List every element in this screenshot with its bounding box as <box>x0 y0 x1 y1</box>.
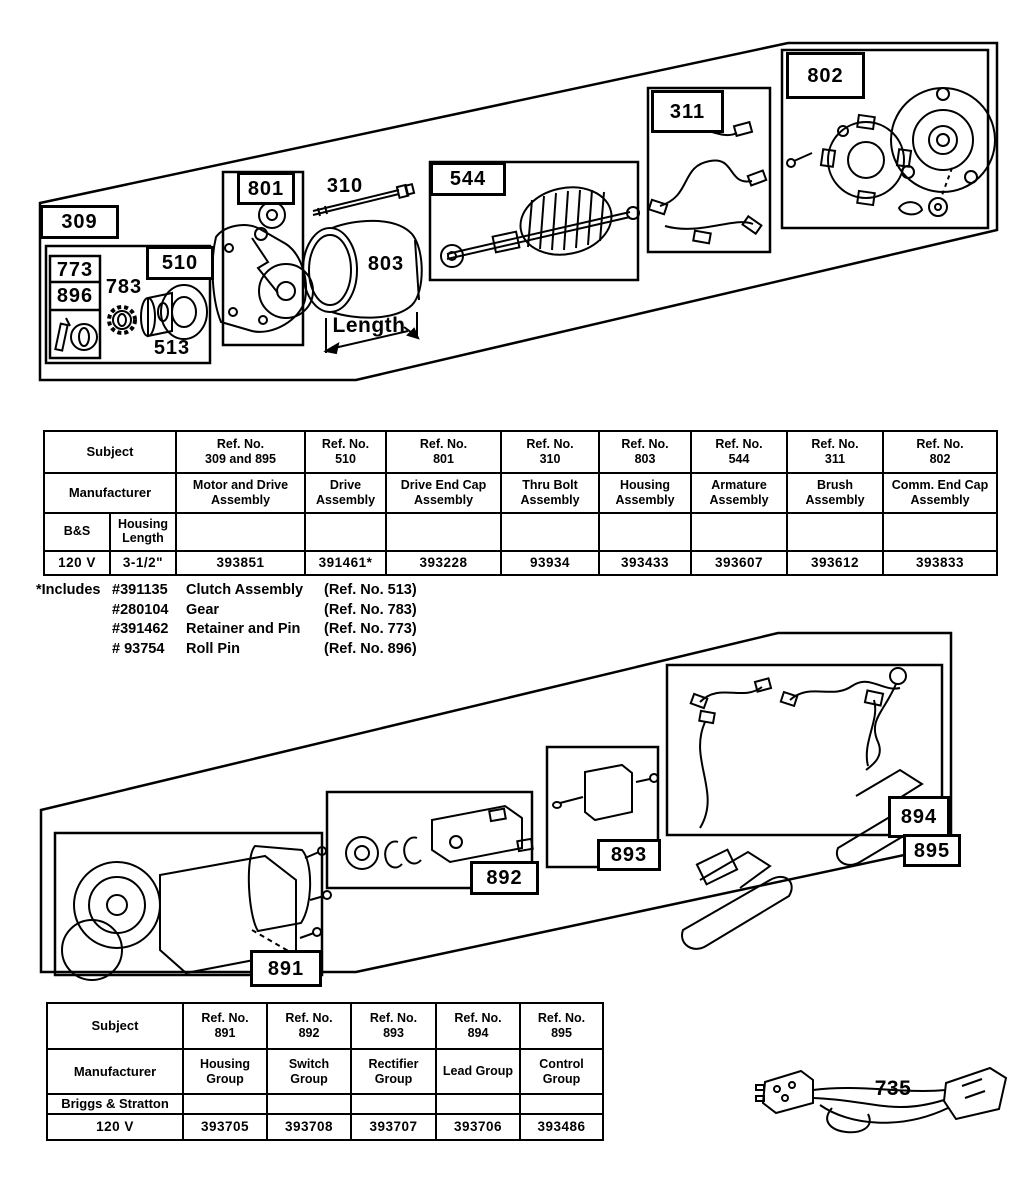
part-name-cell: Armature Assembly <box>692 472 786 512</box>
footnote-ref: (Ref. No. 773) <box>324 621 417 638</box>
part-name-cell: Rectifier Group <box>352 1048 435 1093</box>
callout-544: 544 <box>430 162 506 196</box>
footnote-part-name: Clutch Assembly <box>186 582 304 598</box>
table-column <box>500 432 598 574</box>
empty-cell <box>884 512 996 550</box>
part-number-cell: 393708 <box>268 1113 350 1139</box>
callout-893: 893 <box>597 839 661 871</box>
group-parts-table <box>46 1002 604 1141</box>
part-number-cell: 393228 <box>387 550 500 574</box>
callout-801: 801 <box>237 172 295 205</box>
includes-footnote <box>36 581 417 660</box>
footnote-line <box>36 601 417 621</box>
table-column <box>175 432 304 574</box>
subject-header: Subject <box>86 444 134 460</box>
part-name-cell: Lead Group <box>437 1048 519 1093</box>
callout-513: 513 <box>153 337 191 359</box>
roll-pin-drawing <box>55 318 70 351</box>
ref-no-label: Ref. No. <box>454 1011 502 1025</box>
subject-header: Subject <box>91 1018 139 1034</box>
footnote-line <box>36 581 417 601</box>
empty-cell <box>184 1093 266 1113</box>
ref-no-label: Ref. No. <box>811 437 859 451</box>
table-column <box>435 1004 519 1139</box>
empty-cell <box>692 512 786 550</box>
ref-no-label: Ref. No. <box>621 437 669 451</box>
motor-parts-table <box>43 430 998 576</box>
part-name-cell: Housing Assembly <box>600 472 690 512</box>
part-name-cell: Motor and Drive Assembly <box>177 472 304 512</box>
table-column <box>786 432 882 574</box>
part-number-cell: 393433 <box>600 550 690 574</box>
table-column <box>519 1004 602 1139</box>
callout-802: 802 <box>786 52 865 99</box>
callout-length: Length <box>332 313 406 337</box>
part-name-cell: Housing Group <box>184 1048 266 1093</box>
footnote-part-number: #391135 <box>112 582 168 598</box>
table-column <box>350 1004 435 1139</box>
part-number-cell: 393706 <box>437 1113 519 1139</box>
ref-id: 801 <box>433 452 454 466</box>
housing-length-cell: 3-1/2" <box>109 552 175 574</box>
callout-311: 311 <box>651 90 724 133</box>
part-number-cell: 393707 <box>352 1113 435 1139</box>
footnote-ref: (Ref. No. 783) <box>324 601 417 618</box>
callout-803: 803 <box>367 253 405 275</box>
part-number-cell: 391461* <box>306 550 385 574</box>
table-column <box>385 432 500 574</box>
ref-id: 802 <box>929 452 951 466</box>
ref-id: 895 <box>551 1026 572 1040</box>
footnote-prefix: *Includes <box>36 582 101 598</box>
table-column <box>882 432 996 574</box>
part-name-cell: Thru Bolt Assembly <box>502 472 598 512</box>
ref-no-label: Ref. No. <box>321 437 370 451</box>
empty-cell <box>177 512 304 550</box>
footnote-part-number: #280104 <box>112 601 169 618</box>
voltage-cell: 120 V <box>58 554 96 570</box>
ref-no-label: Ref. No. <box>201 1011 249 1025</box>
ref-no-label: Ref. No. <box>285 1011 333 1025</box>
gear-drawing <box>109 307 135 333</box>
ref-no-label: Ref. No. <box>526 437 574 451</box>
ref-id: 544 <box>728 452 750 466</box>
table-column <box>304 432 385 574</box>
empty-cell <box>387 512 500 550</box>
table-column <box>182 1004 266 1139</box>
ref-no-label: Ref. No. <box>216 437 265 451</box>
callout-735: 735 <box>874 1076 912 1100</box>
callout-892: 892 <box>470 861 539 895</box>
part-name-cell: Drive Assembly <box>306 472 385 512</box>
ref-id: 310 <box>539 452 561 466</box>
ref-id: 893 <box>383 1026 404 1040</box>
maker-cell: Briggs & Stratton <box>48 1093 182 1113</box>
part-number-cell: 393705 <box>184 1113 266 1139</box>
empty-cell <box>600 512 690 550</box>
footnote-prefix <box>36 620 112 640</box>
empty-cell <box>352 1093 435 1113</box>
ref-no-label: Ref. No. <box>916 437 964 451</box>
callout-309: 309 <box>40 205 119 239</box>
callout-895: 895 <box>903 834 961 867</box>
part-name-cell: Comm. End Cap Assembly <box>884 472 996 512</box>
table-column <box>266 1004 350 1139</box>
table-column <box>690 432 786 574</box>
ref-id: 894 <box>467 1026 489 1040</box>
subject-column <box>45 432 175 574</box>
part-name-cell: Control Group <box>521 1048 602 1093</box>
ref-no-label: Ref. No. <box>419 437 468 451</box>
ref-id: 311 <box>824 452 846 466</box>
part-name-cell: Brush Assembly <box>788 472 882 512</box>
footnote-part-number: #391462 <box>112 621 169 638</box>
clutch-assembly-drawing <box>141 285 207 339</box>
empty-cell <box>268 1093 350 1113</box>
table-column <box>598 432 690 574</box>
footnote-part-name: Retainer and Pin <box>186 621 301 638</box>
manufacturer-header: Manufacturer <box>45 472 175 512</box>
ref-id: 803 <box>634 452 656 466</box>
ref-id: 510 <box>335 452 356 466</box>
empty-cell <box>437 1093 519 1113</box>
subject-column <box>48 1004 182 1139</box>
callout-773: 773 <box>56 259 94 281</box>
footnote-ref: (Ref. No. 513) <box>324 582 417 598</box>
part-number-cell: 393833 <box>884 550 996 574</box>
maker-cell: B&S <box>63 524 91 539</box>
footnote-line <box>36 640 417 660</box>
part-name-cell: Drive End Cap Assembly <box>387 472 500 512</box>
callout-510: 510 <box>146 246 214 280</box>
empty-cell <box>521 1093 602 1113</box>
part-number-cell: 393612 <box>788 550 882 574</box>
footnote-part-number: # 93754 <box>112 641 165 658</box>
part-number-cell: 393851 <box>177 550 304 574</box>
footnote-prefix <box>36 640 112 660</box>
footnote-prefix <box>36 601 112 621</box>
ref-id: 892 <box>298 1026 320 1040</box>
ref-no-label: Ref. No. <box>369 1011 418 1025</box>
part-number-cell: 93934 <box>502 550 598 574</box>
part-name-cell: Switch Group <box>268 1048 350 1093</box>
callout-894: 894 <box>888 796 950 838</box>
empty-cell <box>788 512 882 550</box>
part-number-cell: 393607 <box>692 550 786 574</box>
part-number-cell: 393486 <box>521 1113 602 1139</box>
footnote-part-name: Gear <box>186 601 220 618</box>
maker-attr-cell: Housing Length <box>109 514 175 550</box>
footnote-ref: (Ref. No. 896) <box>324 641 417 658</box>
callout-896: 896 <box>56 285 94 307</box>
callout-891: 891 <box>250 950 322 987</box>
lower-diagram-outline <box>41 633 951 972</box>
retainer-drawing <box>71 324 97 350</box>
voltage-cell: 120 V <box>48 1113 182 1139</box>
empty-cell <box>306 512 385 550</box>
ref-id: 891 <box>214 1026 236 1040</box>
callout-310: 310 <box>326 175 364 197</box>
ref-no-label: Ref. No. <box>715 437 763 451</box>
manufacturer-header: Manufacturer <box>48 1048 182 1093</box>
empty-cell <box>502 512 598 550</box>
callout-783: 783 <box>105 276 143 298</box>
footnote-line <box>36 620 417 640</box>
ref-no-label: Ref. No. <box>537 1011 586 1025</box>
ref-id: 309 and 895 <box>205 452 276 466</box>
footnote-part-name: Roll Pin <box>186 641 240 658</box>
